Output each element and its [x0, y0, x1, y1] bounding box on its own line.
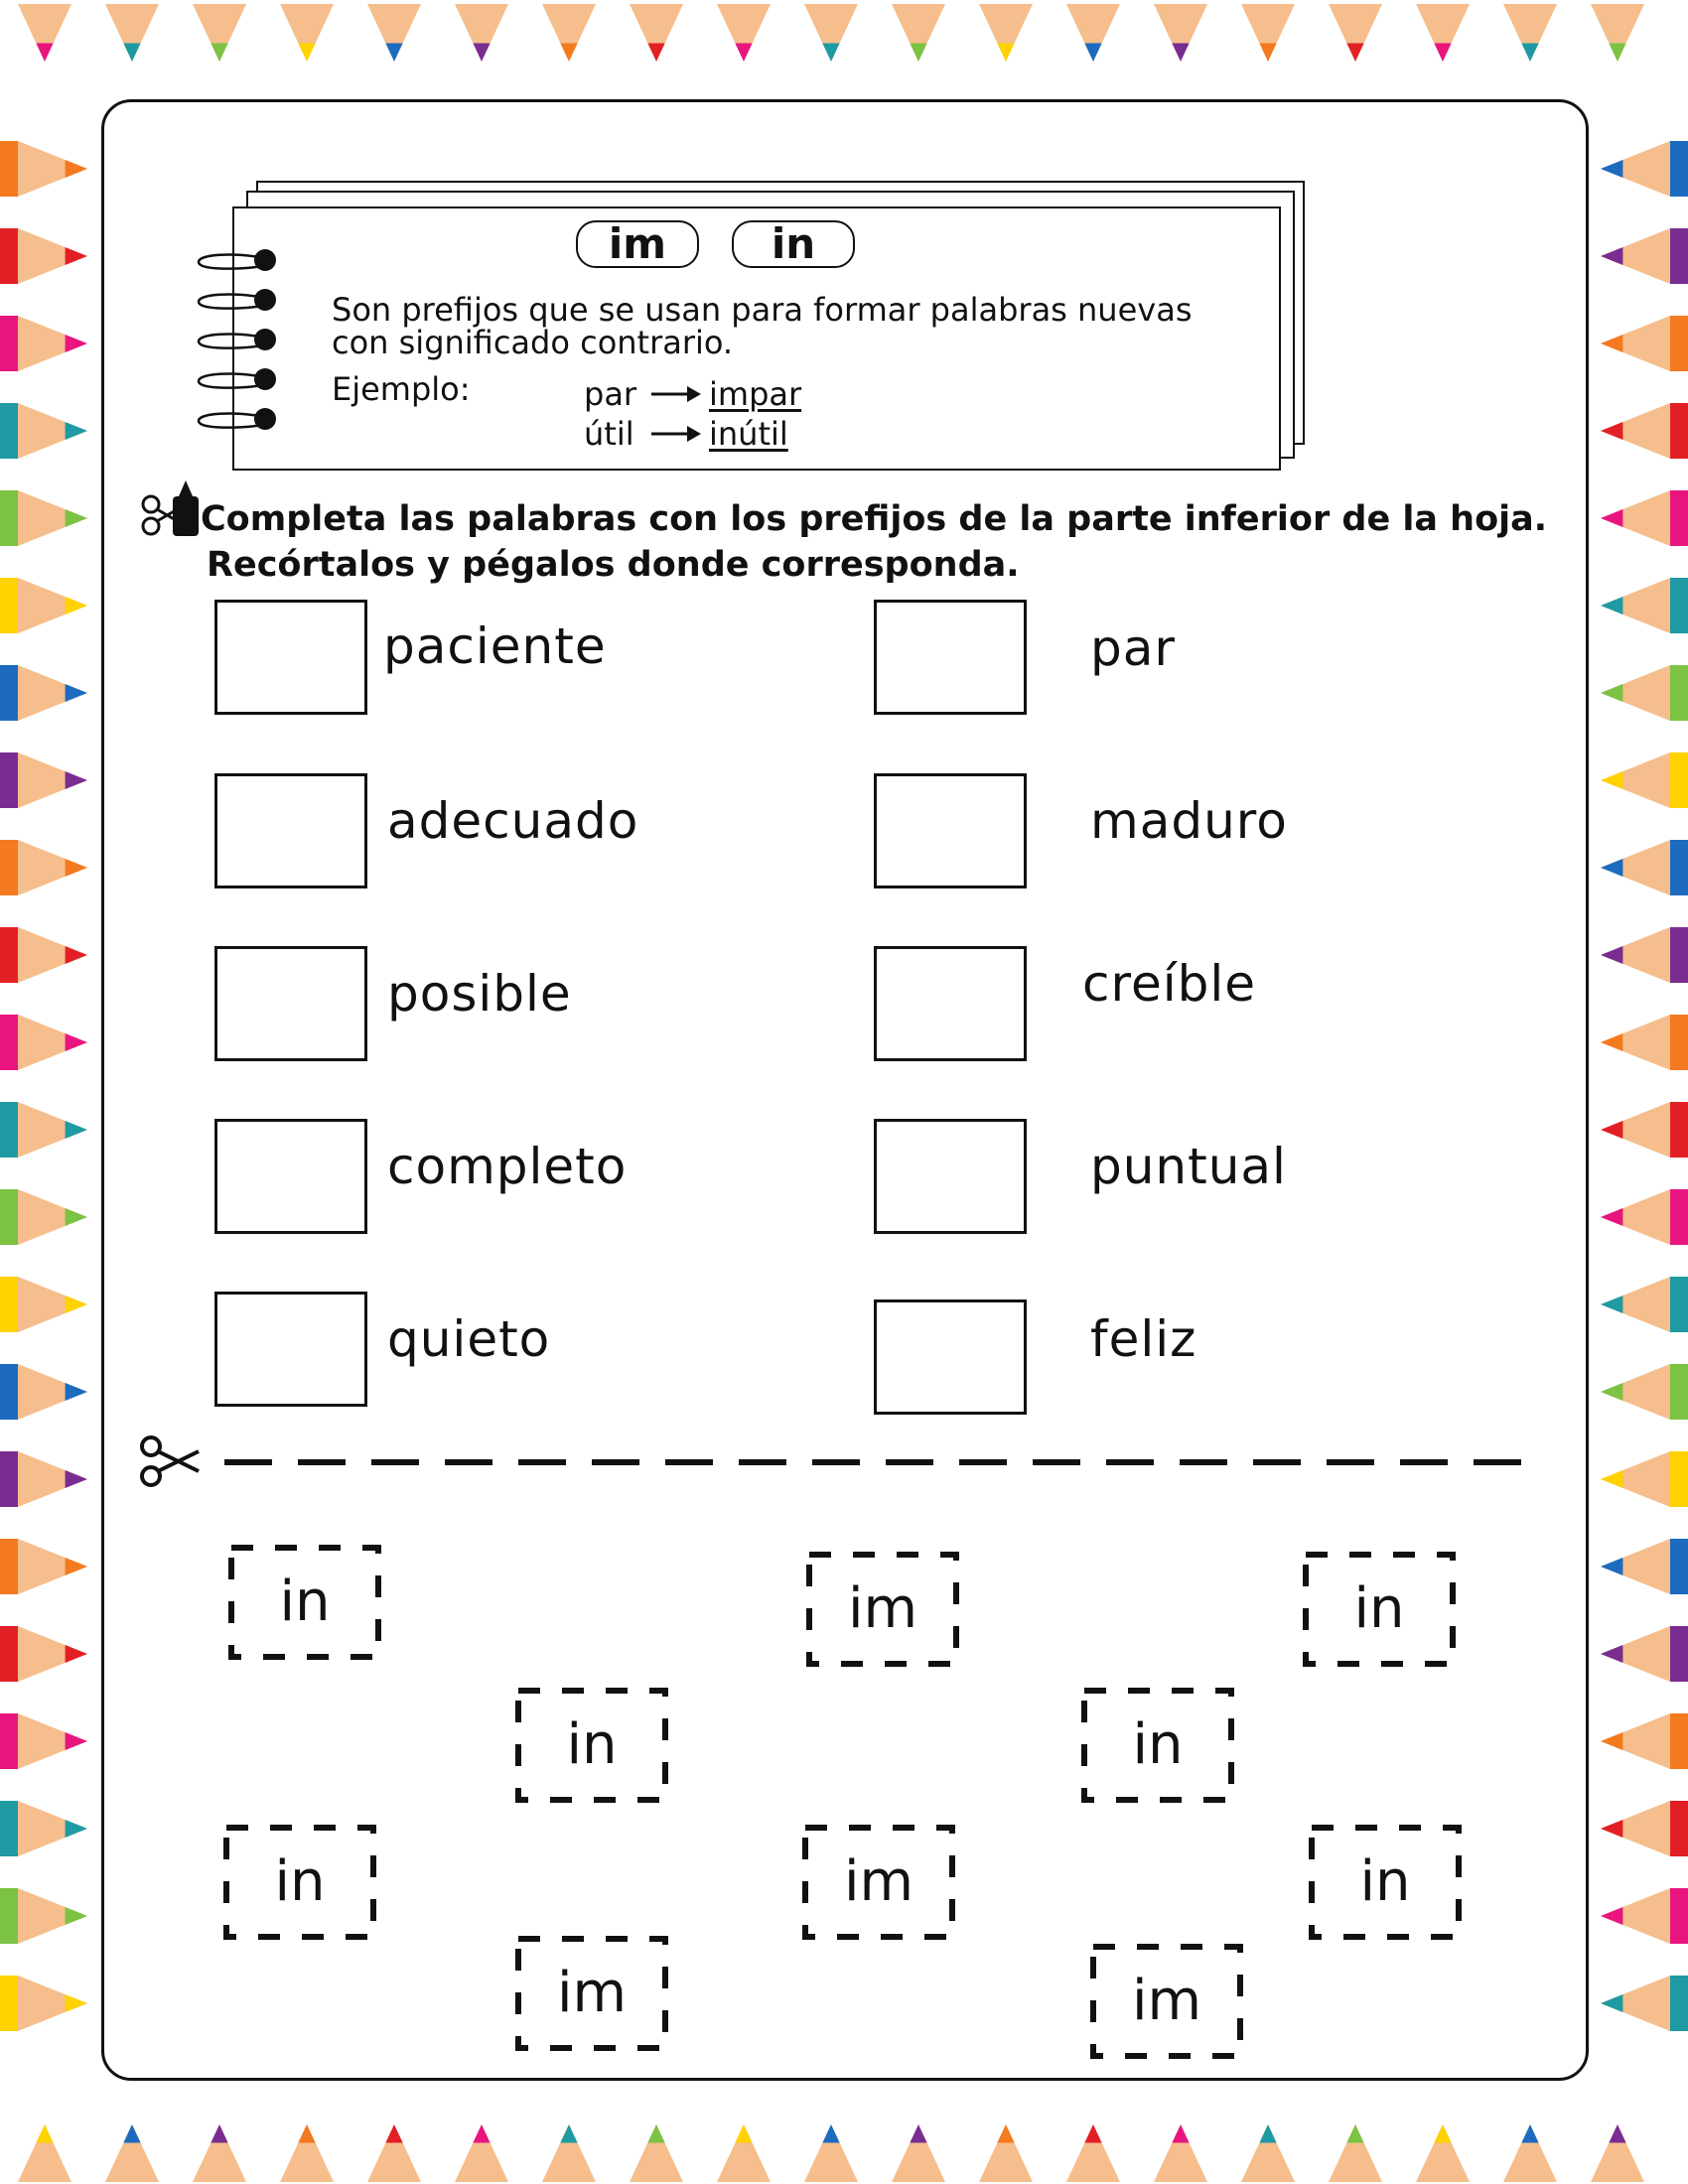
- pencil-icon: [0, 752, 87, 808]
- pencil-icon: [717, 4, 771, 62]
- pencil-icon: [1601, 1888, 1688, 1944]
- pencil-icon: [1601, 1189, 1688, 1245]
- answer-box[interactable]: [874, 1299, 1027, 1415]
- pencil-icon: [0, 141, 87, 197]
- pencil-icon: [979, 2124, 1033, 2182]
- answer-box[interactable]: [874, 600, 1027, 715]
- pencil-icon: [1601, 1102, 1688, 1158]
- pencil-icon: [1601, 1364, 1688, 1420]
- pencil-icon: [979, 4, 1033, 62]
- instruction-line2: Recórtalos y pégalos donde corresponda.: [207, 545, 1020, 585]
- word-feliz: feliz: [1090, 1310, 1197, 1368]
- answer-box[interactable]: [874, 946, 1027, 1061]
- example-word-2: útil: [584, 415, 634, 453]
- pencil-icon: [0, 840, 87, 895]
- pencil-icon: [0, 1626, 87, 1682]
- pencil-icon: [1154, 2124, 1207, 2182]
- pencil-icon: [0, 403, 87, 459]
- pencil-icon: [1601, 1451, 1688, 1507]
- pencil-icon: [0, 1801, 87, 1856]
- prefix-tag-im: im: [576, 220, 699, 268]
- answer-box[interactable]: [214, 1292, 367, 1407]
- instruction-line1: Completa las palabras con los prefijos de la parte inferior de la hoja.: [201, 499, 1548, 539]
- pencil-icon: [0, 1102, 87, 1158]
- pencil-icon: [1241, 4, 1295, 62]
- answer-box[interactable]: [214, 773, 367, 888]
- pencil-icon: [0, 1015, 87, 1070]
- pencil-icon: [892, 4, 945, 62]
- definition-line1: Son prefijos que se usan para formar palabras nuevas: [332, 291, 1193, 329]
- example-label: Ejemplo:: [332, 370, 471, 408]
- pencil-icon: [1601, 578, 1688, 633]
- pencil-icon: [0, 490, 87, 546]
- pencil-icon: [1601, 228, 1688, 284]
- cut-line: [137, 1434, 1547, 1494]
- pencil-icon: [1416, 4, 1470, 62]
- pencil-icon: [630, 4, 683, 62]
- pencil-icon: [1601, 665, 1688, 721]
- pencil-icon: [1329, 2124, 1382, 2182]
- pencil-icon: [0, 578, 87, 633]
- pencil-icon: [1601, 316, 1688, 371]
- pencil-icon: [18, 4, 71, 62]
- pencil-icon: [1503, 4, 1557, 62]
- pencil-icon: [0, 316, 87, 371]
- definition-line2: con significado contrario.: [332, 324, 734, 361]
- scissors-icon: [142, 1437, 199, 1485]
- pencil-icon: [0, 927, 87, 983]
- pencil-icon: [1591, 2124, 1644, 2182]
- pencil-icon: [280, 2124, 334, 2182]
- cutout-prefix[interactable]: im: [802, 1825, 955, 1940]
- pencil-icon: [1601, 840, 1688, 895]
- answer-box[interactable]: [874, 1119, 1027, 1234]
- cutout-prefix[interactable]: in: [1309, 1825, 1462, 1940]
- pencil-icon: [1503, 2124, 1557, 2182]
- pencil-icon: [1066, 4, 1120, 62]
- pencil-icon: [1154, 4, 1207, 62]
- spiral-rings-icon: [194, 248, 283, 437]
- pencil-icon: [1601, 141, 1688, 197]
- pencil-icon: [0, 1277, 87, 1332]
- arrow-right-icon: [649, 423, 701, 445]
- pencil-icon: [0, 1539, 87, 1594]
- arrow-right-icon: [649, 383, 701, 405]
- word-maduro: maduro: [1090, 792, 1288, 850]
- pencil-icon: [455, 4, 508, 62]
- word-par: par: [1090, 619, 1176, 677]
- pencil-icon: [804, 2124, 858, 2182]
- word-posible: posible: [387, 965, 572, 1023]
- cutout-prefix[interactable]: in: [228, 1545, 381, 1660]
- pencil-icon: [0, 1451, 87, 1507]
- pencil-icon: [193, 4, 246, 62]
- example-result-1: impar: [709, 375, 802, 413]
- pencil-icon: [1066, 2124, 1120, 2182]
- example-word-1: par: [584, 375, 637, 413]
- cutout-prefix[interactable]: in: [1303, 1552, 1456, 1667]
- pencil-icon: [804, 4, 858, 62]
- cutout-prefix[interactable]: in: [1081, 1688, 1234, 1803]
- pencil-icon: [1601, 1015, 1688, 1070]
- pencil-icon: [0, 1888, 87, 1944]
- pencil-icon: [1241, 2124, 1295, 2182]
- pencil-icon: [193, 2124, 246, 2182]
- answer-box[interactable]: [214, 1119, 367, 1234]
- pencil-icon: [1601, 1976, 1688, 2031]
- cutout-prefix[interactable]: im: [515, 1936, 668, 2051]
- pencil-icon: [0, 1189, 87, 1245]
- pencil-icon: [717, 2124, 771, 2182]
- pencil-icon: [0, 1364, 87, 1420]
- pencil-icon: [1591, 4, 1644, 62]
- word-quieto: quieto: [387, 1310, 551, 1368]
- pencil-icon: [1329, 4, 1382, 62]
- word-paciente: paciente: [383, 617, 607, 675]
- instruction-text: [201, 496, 1547, 588]
- pencil-icon: [105, 2124, 159, 2182]
- pencil-icon: [105, 4, 159, 62]
- pencil-icon: [367, 4, 421, 62]
- scissors-glue-icon: [139, 475, 203, 540]
- pencil-icon: [542, 4, 596, 62]
- pencil-icon: [1601, 927, 1688, 983]
- pencil-icon: [0, 228, 87, 284]
- cutout-prefix[interactable]: in: [515, 1688, 668, 1803]
- pencil-icon: [542, 2124, 596, 2182]
- pencil-icon: [630, 2124, 683, 2182]
- pencil-icon: [18, 2124, 71, 2182]
- pencil-icon: [1601, 752, 1688, 808]
- pencil-icon: [892, 2124, 945, 2182]
- pencil-icon: [1601, 490, 1688, 546]
- cutout-prefix[interactable]: in: [223, 1825, 376, 1940]
- pencil-icon: [367, 2124, 421, 2182]
- pencil-icon: [1601, 403, 1688, 459]
- answer-box[interactable]: [214, 600, 367, 715]
- example-result-2: inútil: [709, 415, 788, 453]
- word-puntual: puntual: [1090, 1138, 1287, 1195]
- word-completo: completo: [387, 1138, 628, 1195]
- pencil-icon: [1601, 1539, 1688, 1594]
- word-adecuado: adecuado: [387, 792, 639, 850]
- cutout-prefix[interactable]: im: [806, 1552, 959, 1667]
- pencil-icon: [0, 665, 87, 721]
- answer-box[interactable]: [874, 773, 1027, 888]
- cutout-prefix[interactable]: im: [1090, 1944, 1243, 2059]
- pencil-icon: [1601, 1277, 1688, 1332]
- pencil-icon: [0, 1713, 87, 1769]
- pencil-icon: [455, 2124, 508, 2182]
- prefix-tag-in: in: [732, 220, 855, 268]
- pencil-icon: [1601, 1801, 1688, 1856]
- pencil-icon: [0, 1976, 87, 2031]
- pencil-icon: [1601, 1626, 1688, 1682]
- pencil-icon: [280, 4, 334, 62]
- pencil-icon: [1416, 2124, 1470, 2182]
- pencil-icon: [1601, 1713, 1688, 1769]
- answer-box[interactable]: [214, 946, 367, 1061]
- word-creible: creíble: [1082, 955, 1256, 1013]
